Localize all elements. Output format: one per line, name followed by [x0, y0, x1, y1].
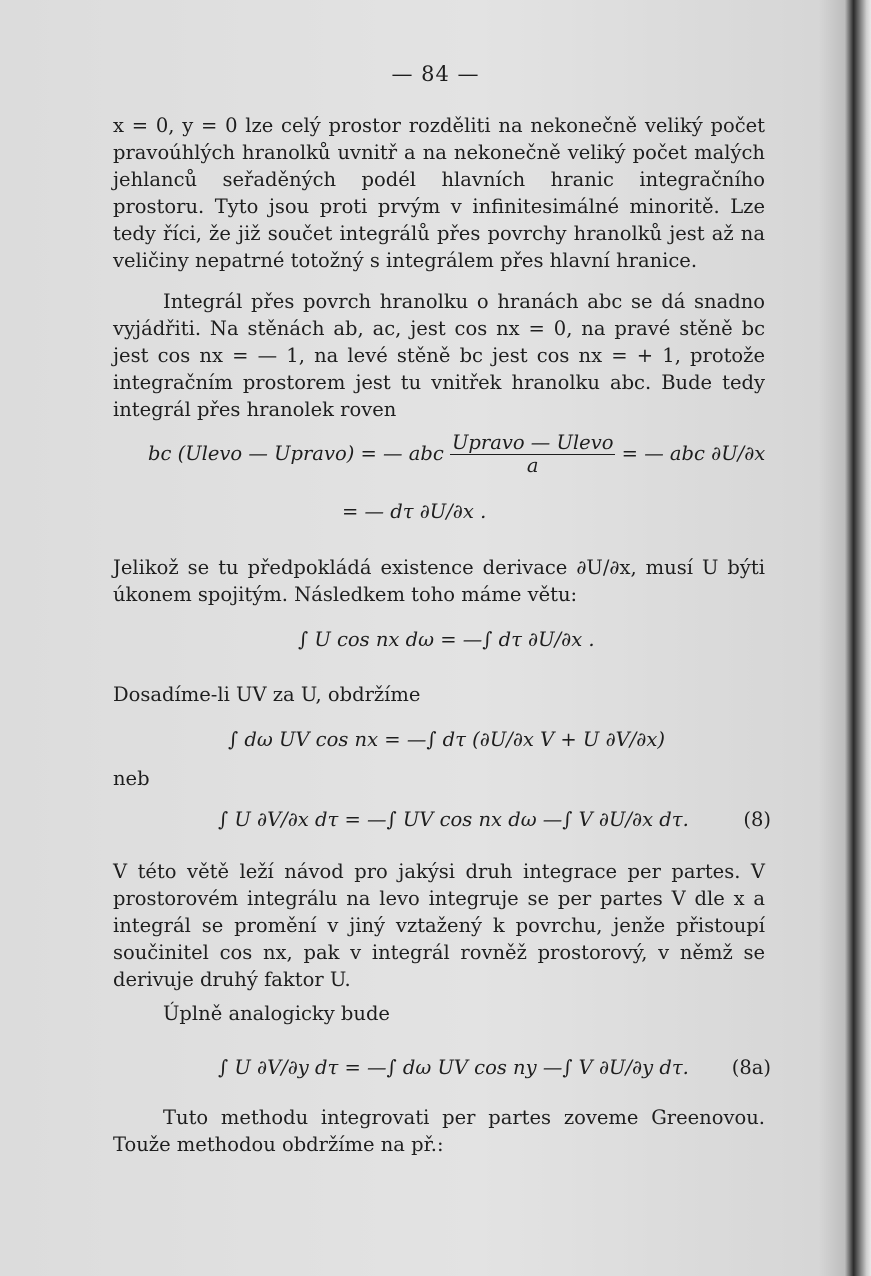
equation-5	[218, 808, 689, 831]
paragraph-1	[113, 112, 765, 274]
equation-1-lhs: bc (Ulevo — Upravo) = — abc	[148, 442, 444, 465]
equation-1-numerator: Upravo — Ulevo	[451, 431, 614, 454]
equation-4	[228, 728, 665, 751]
paragraph-3-text: Jelikož se tu předpokládá existence derivace ∂U/∂x, musí U býti úkonem spojitým. Následkem toho máme větu:	[113, 556, 765, 606]
equation-4-text: ∫ dω UV cos nx = —∫ dτ (∂U/∂x V + U ∂V/∂x)	[228, 728, 665, 751]
paragraph-2-text: Integrál přes povrch hranolku o hranách abc se dá snadno vyjádřiti. Na stěnách ab, ac, jest cos nx = 0, na pravé stěně bc jest cos nx = — 1, na levé stěně bc jest cos nx = + 1, protože integračním prostorem jest tu vnitřek hranolku abc. Bude tedy integrál přes hranolek roven	[113, 290, 765, 421]
line-neb: neb	[113, 767, 150, 790]
equation-1	[148, 432, 765, 477]
equation-1-fraction	[450, 432, 615, 477]
paragraph-4	[113, 858, 765, 993]
equation-1-denominator: a	[526, 454, 539, 477]
equation-6-text: ∫ U ∂V/∂y dτ = —∫ dω UV cos ny —∫ V ∂U/∂y dτ.	[218, 1056, 689, 1079]
line-uplne: Úplně analogicky bude	[163, 1002, 390, 1025]
equation-6	[218, 1056, 689, 1079]
line-dosadime: Dosadíme-li UV za U, obdržíme	[113, 683, 421, 706]
equation-3-text: ∫ U cos nx dω = —∫ dτ ∂U/∂x .	[298, 628, 595, 651]
paragraph-4-text: V této větě leží návod pro jakýsi druh integrace per partes. V prostorovém integrálu na levo integruje se per partes V dle x a integrál se promění v jiný vztažený k povrchu, jenže přistoupí součinitel cos nx, pak v integrál rovněž prostorový, v němž se derivuje druhý faktor U.	[113, 860, 765, 991]
paragraph-2	[113, 288, 765, 423]
paragraph-3	[113, 554, 765, 608]
paragraph-5-text: Tuto methodu integrovati per partes zoveme Greenovou. Touže methodou obdržíme na př.:	[113, 1106, 765, 1156]
equation-2: = — dτ ∂U/∂x .	[342, 500, 487, 523]
equation-3	[298, 628, 595, 651]
equation-1-rhs: = — abc ∂U/∂x	[621, 442, 766, 465]
paragraph-1-text: x = 0, y = 0 lze celý prostor rozděliti na nekonečně veliký počet pravoúhlých hranolků uvnitř a na nekonečně veliký počet malých jehlanců seřaděných podél hlavních hranic integračního prostoru. Tyto jsou proti prvým v infinitesimálné minoritě. Lze tedy říci, že již součet integrálů přes povrchy hranolků jest až na veličiny nepatrné totožný s integrálem přes hlavní hranice.	[113, 114, 765, 272]
equation-5-number: (8)	[743, 808, 771, 831]
page-number: — 84 —	[391, 62, 480, 86]
equation-5-text: ∫ U ∂V/∂x dτ = —∫ UV cos nx dω —∫ V ∂U/∂x dτ.	[218, 808, 689, 831]
equation-6-number: (8a)	[731, 1056, 771, 1079]
paragraph-5	[113, 1104, 765, 1158]
